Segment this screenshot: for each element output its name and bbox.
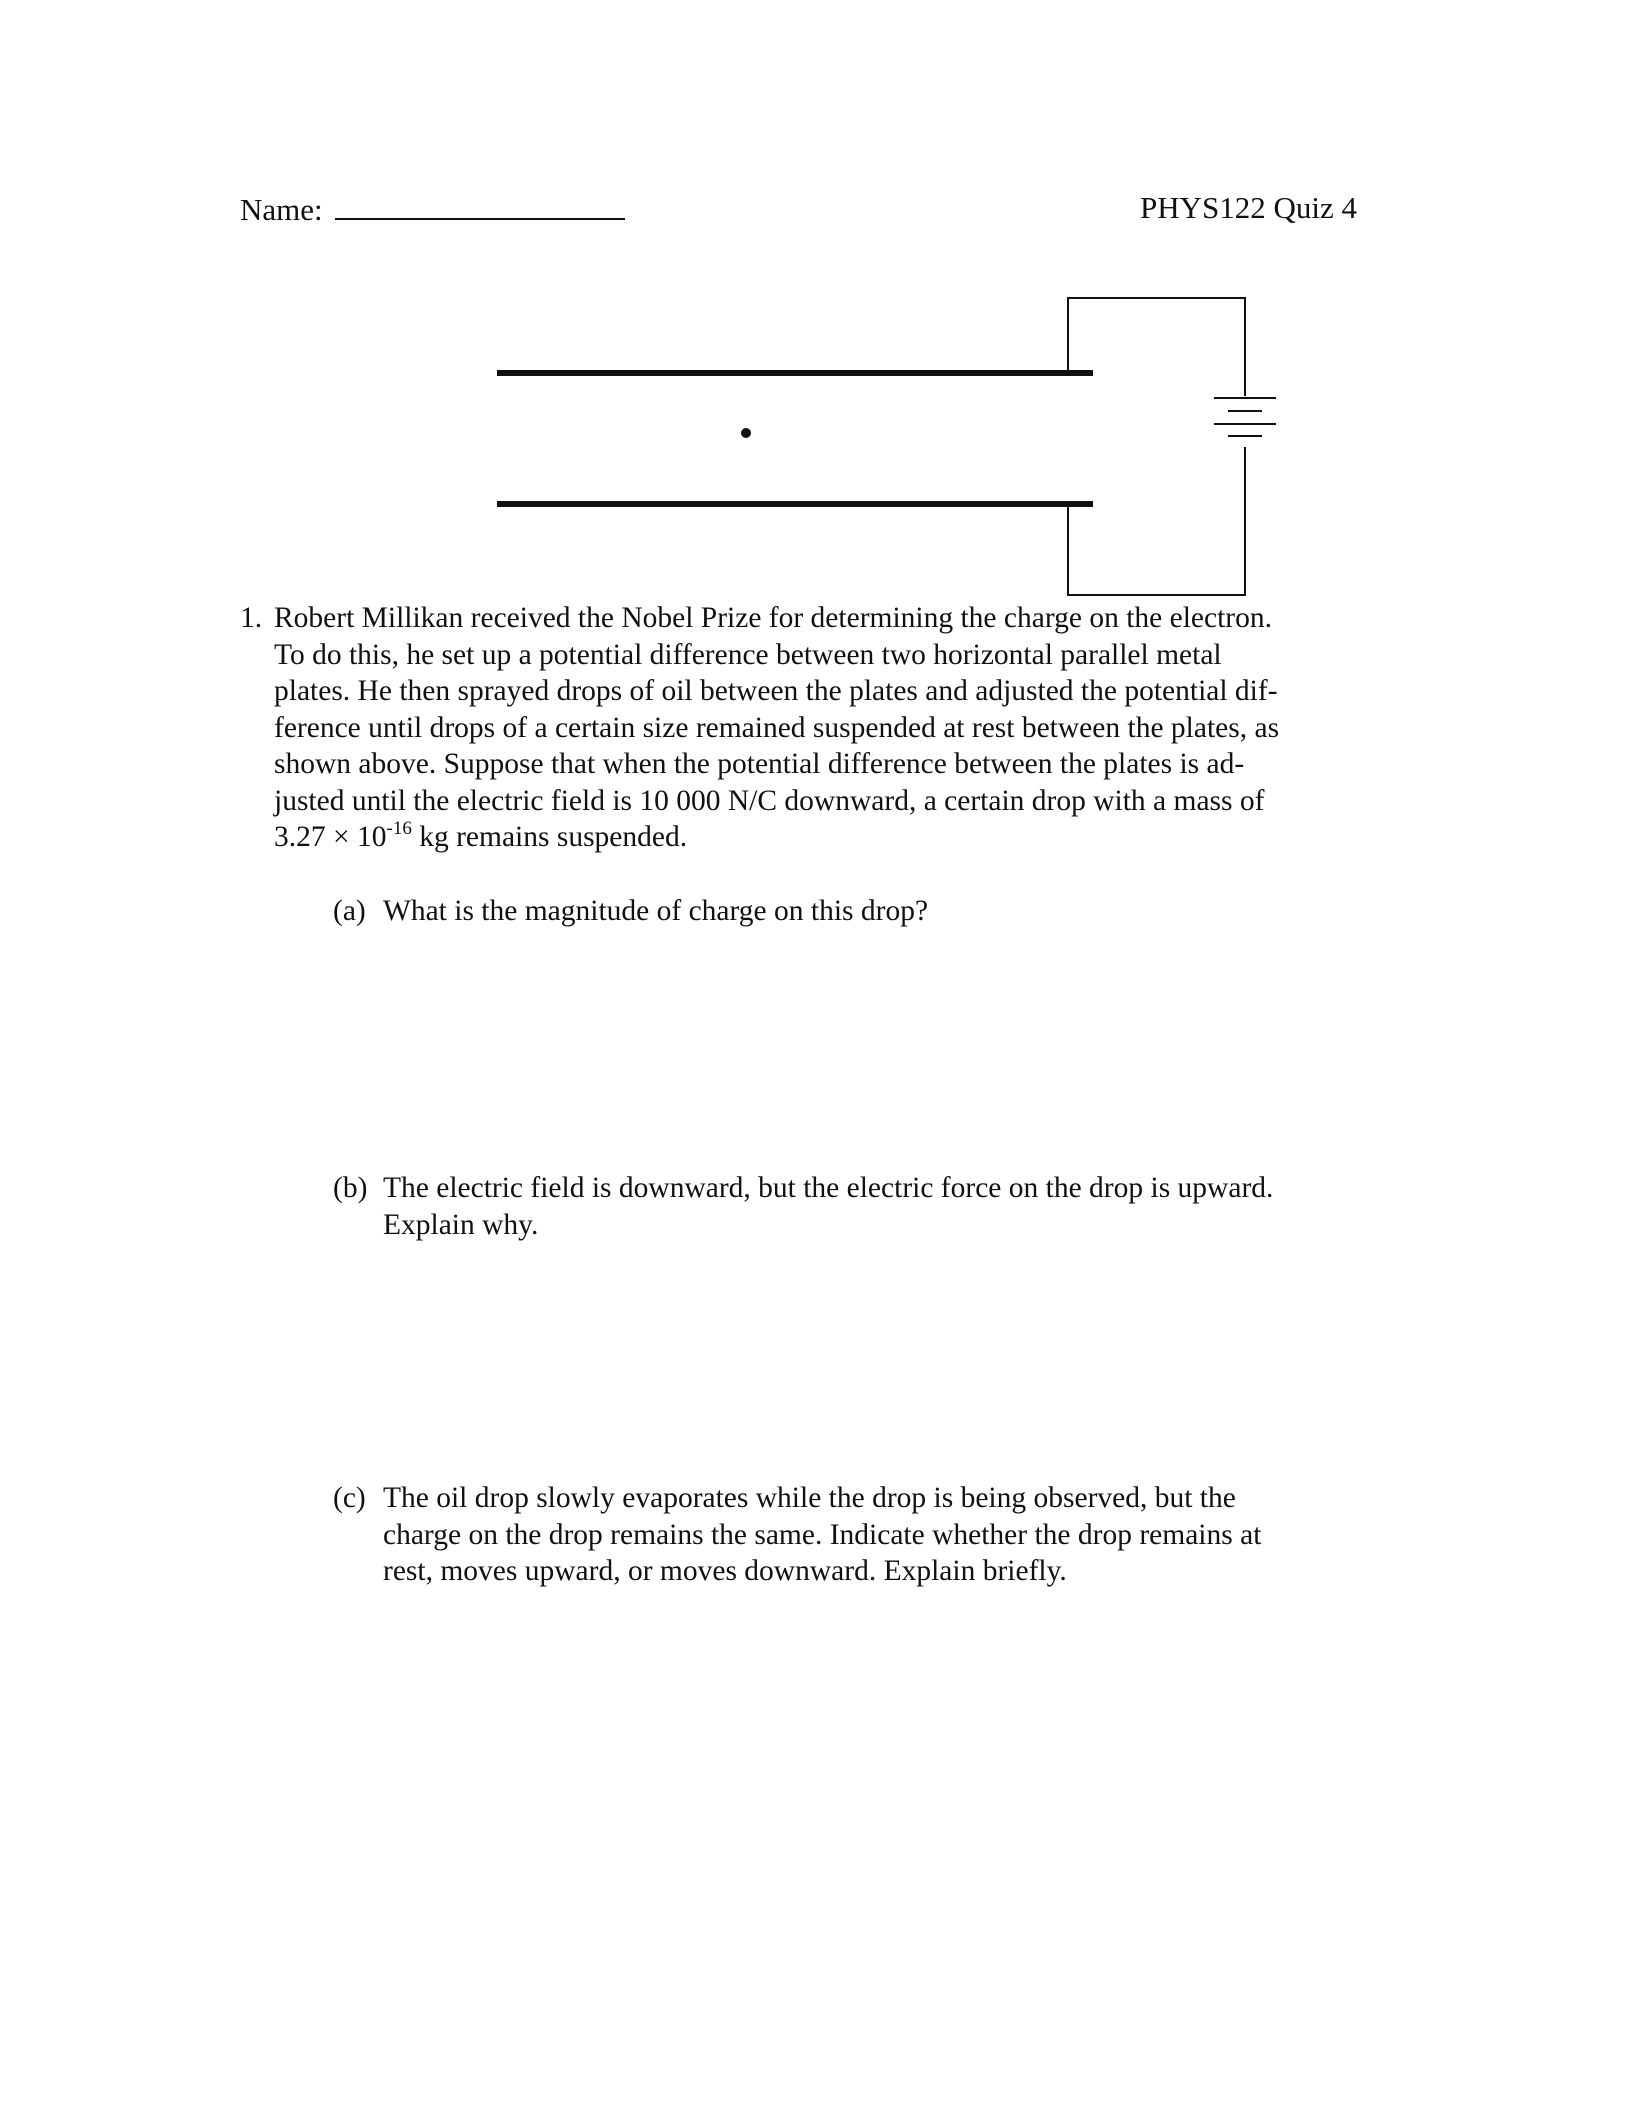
top-wire	[1068, 298, 1245, 396]
part-line: The oil drop slowly evaporates while the drop is being observed, but the	[383, 1482, 1236, 1514]
question-line: plates. He then sprayed drops of oil between the plates and adjusted the potential dif-	[274, 675, 1278, 707]
bottom-wire	[1068, 447, 1245, 595]
question-line: justed until the electric field is 10 000 N/C downward, a certain drop with a mass of	[274, 784, 1265, 817]
mass-mantissa: 3.27 × 10	[274, 821, 387, 853]
battery-symbol	[1214, 398, 1276, 436]
name-label: Name:	[240, 192, 323, 227]
part-b-label: (b)	[333, 1172, 368, 1204]
question-line: To do this, he set up a potential difference between two horizontal parallel metal	[274, 638, 1222, 671]
part-line: What is the magnitude of charge on this drop?	[383, 895, 929, 927]
millikan-apparatus-diagram	[0, 0, 1640, 620]
course-title: PHYS122 Quiz 4	[1140, 190, 1358, 225]
question-line: Robert Millikan received the Nobel Prize for determining the charge on the electron.	[274, 602, 1273, 634]
question-line: shown above. Suppose that when the potential difference between the plates is ad-	[274, 748, 1245, 780]
part-line: Explain why.	[383, 1208, 539, 1241]
oil-drop	[741, 428, 751, 438]
part-b	[333, 1170, 1393, 1243]
question-line-mass	[274, 819, 1390, 856]
question-number: 1.	[240, 602, 263, 634]
part-c-text	[383, 1480, 1393, 1590]
part-a-text	[383, 893, 1393, 930]
part-c	[333, 1480, 1393, 1590]
part-c-label: (c)	[333, 1482, 366, 1514]
part-line: charge on the drop remains the same. Indicate whether the drop remains at	[383, 1518, 1262, 1551]
part-b-text	[383, 1170, 1393, 1243]
question-line: ference until drops of a certain size remained suspended at rest between the plates, as	[274, 711, 1280, 744]
part-line: rest, moves upward, or moves downward. Explain briefly.	[383, 1555, 1067, 1587]
mass-exponent: -16	[386, 818, 412, 839]
part-a-label: (a)	[333, 895, 366, 927]
question-1	[240, 600, 1390, 856]
part-line: The electric field is downward, but the electric force on the drop is upward.	[383, 1172, 1274, 1204]
question-text	[274, 600, 1390, 856]
part-a	[333, 893, 1393, 930]
mass-rest: kg remains suspended.	[411, 821, 688, 853]
